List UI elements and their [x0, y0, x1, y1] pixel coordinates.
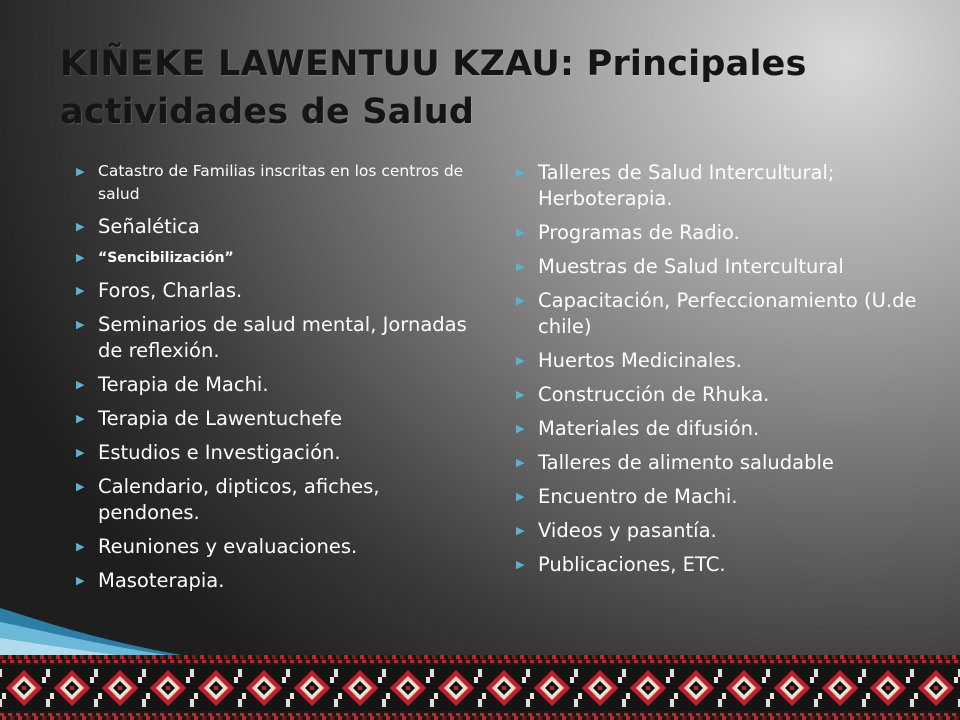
- arrow-bullet-icon: ▶: [516, 490, 525, 503]
- list-item: [70, 568, 470, 594]
- list-item-text: Terapia de Machi.: [98, 373, 269, 396]
- list-item: [70, 440, 470, 466]
- list-item: [70, 248, 470, 268]
- arrow-bullet-icon: ▶: [516, 456, 525, 469]
- list-item-text: Construcción de Rhuka.: [538, 383, 770, 406]
- arrow-bullet-icon: ▶: [516, 524, 525, 537]
- arrow-bullet-icon: ▶: [76, 220, 85, 233]
- blue-swoosh-decoration: [0, 600, 200, 660]
- list-item: [70, 406, 470, 432]
- arrow-bullet-icon: ▶: [516, 388, 525, 401]
- list-item: [70, 474, 470, 526]
- arrow-bullet-icon: ▶: [516, 226, 525, 239]
- list-item: [510, 450, 920, 476]
- list-item-text: Muestras de Salud Intercultural: [538, 255, 844, 278]
- list-item-text: Seminarios de salud mental, Jornadas de reflexión.: [98, 313, 467, 362]
- list-item-text: Catastro de Familias inscritas en los centros de salud: [98, 162, 464, 203]
- arrow-bullet-icon: ▶: [516, 166, 525, 179]
- list-item: [70, 160, 470, 206]
- arrow-bullet-icon: ▶: [76, 412, 85, 425]
- list-item: [70, 534, 470, 560]
- arrow-bullet-icon: ▶: [76, 480, 85, 493]
- list-item-text: Videos y pasantía.: [538, 519, 717, 542]
- list-item: [510, 288, 920, 340]
- arrow-bullet-icon: ▶: [76, 446, 85, 459]
- list-item-text: Programas de Radio.: [538, 221, 740, 244]
- list-item-text: “Sencibilización”: [98, 250, 234, 266]
- list-item: [510, 416, 920, 442]
- list-item-text: Talleres de Salud Intercultural; Herboterapia.: [538, 161, 835, 210]
- list-item-text: Capacitación, Perfeccionamiento (U.de chile): [538, 289, 917, 338]
- list-item: [70, 214, 470, 240]
- arrow-bullet-icon: ▶: [516, 422, 525, 435]
- woven-textile-border: [0, 655, 960, 720]
- list-item: [70, 278, 470, 304]
- list-item-text: Foros, Charlas.: [98, 279, 243, 302]
- list-item-text: Materiales de difusión.: [538, 417, 760, 440]
- list-item-text: Estudios e Investigación.: [98, 441, 341, 464]
- list-item-text: Calendario, dipticos, afiches, pendones.: [98, 475, 380, 524]
- list-item: [510, 518, 920, 544]
- list-item-text: Señalética: [98, 215, 200, 238]
- arrow-bullet-icon: ▶: [76, 574, 85, 587]
- list-item: [70, 372, 470, 398]
- list-item: [510, 254, 920, 280]
- arrow-bullet-icon: ▶: [516, 294, 525, 307]
- list-item: [510, 348, 920, 374]
- left-activity-list: [70, 160, 470, 602]
- list-item: [510, 160, 920, 212]
- arrow-bullet-icon: ▶: [76, 540, 85, 553]
- arrow-bullet-icon: ▶: [76, 251, 85, 264]
- list-item-text: Masoterapia.: [98, 569, 225, 592]
- list-item-text: Huertos Medicinales.: [538, 349, 742, 372]
- list-item-text: Talleres de alimento saludable: [538, 451, 834, 474]
- list-item-text: Reuniones y evaluaciones.: [98, 535, 358, 558]
- right-activity-list: [510, 160, 920, 586]
- arrow-bullet-icon: ▶: [76, 378, 85, 391]
- arrow-bullet-icon: ▶: [76, 318, 85, 331]
- slide-title: KIÑEKE LAWENTUU KZAU: Principales actividades de Salud: [60, 44, 807, 132]
- arrow-bullet-icon: ▶: [516, 558, 525, 571]
- list-item: [70, 312, 470, 364]
- list-item: [510, 484, 920, 510]
- arrow-bullet-icon: ▶: [76, 284, 85, 297]
- list-item: [510, 552, 920, 578]
- arrow-bullet-icon: ▶: [516, 354, 525, 367]
- arrow-bullet-icon: ▶: [76, 165, 85, 178]
- list-item: [510, 220, 920, 246]
- list-item-text: Encuentro de Machi.: [538, 485, 738, 508]
- list-item-text: Terapia de Lawentuchefe: [98, 407, 343, 430]
- list-item-text: Publicaciones, ETC.: [538, 553, 726, 576]
- list-item: [510, 382, 920, 408]
- arrow-bullet-icon: ▶: [516, 260, 525, 273]
